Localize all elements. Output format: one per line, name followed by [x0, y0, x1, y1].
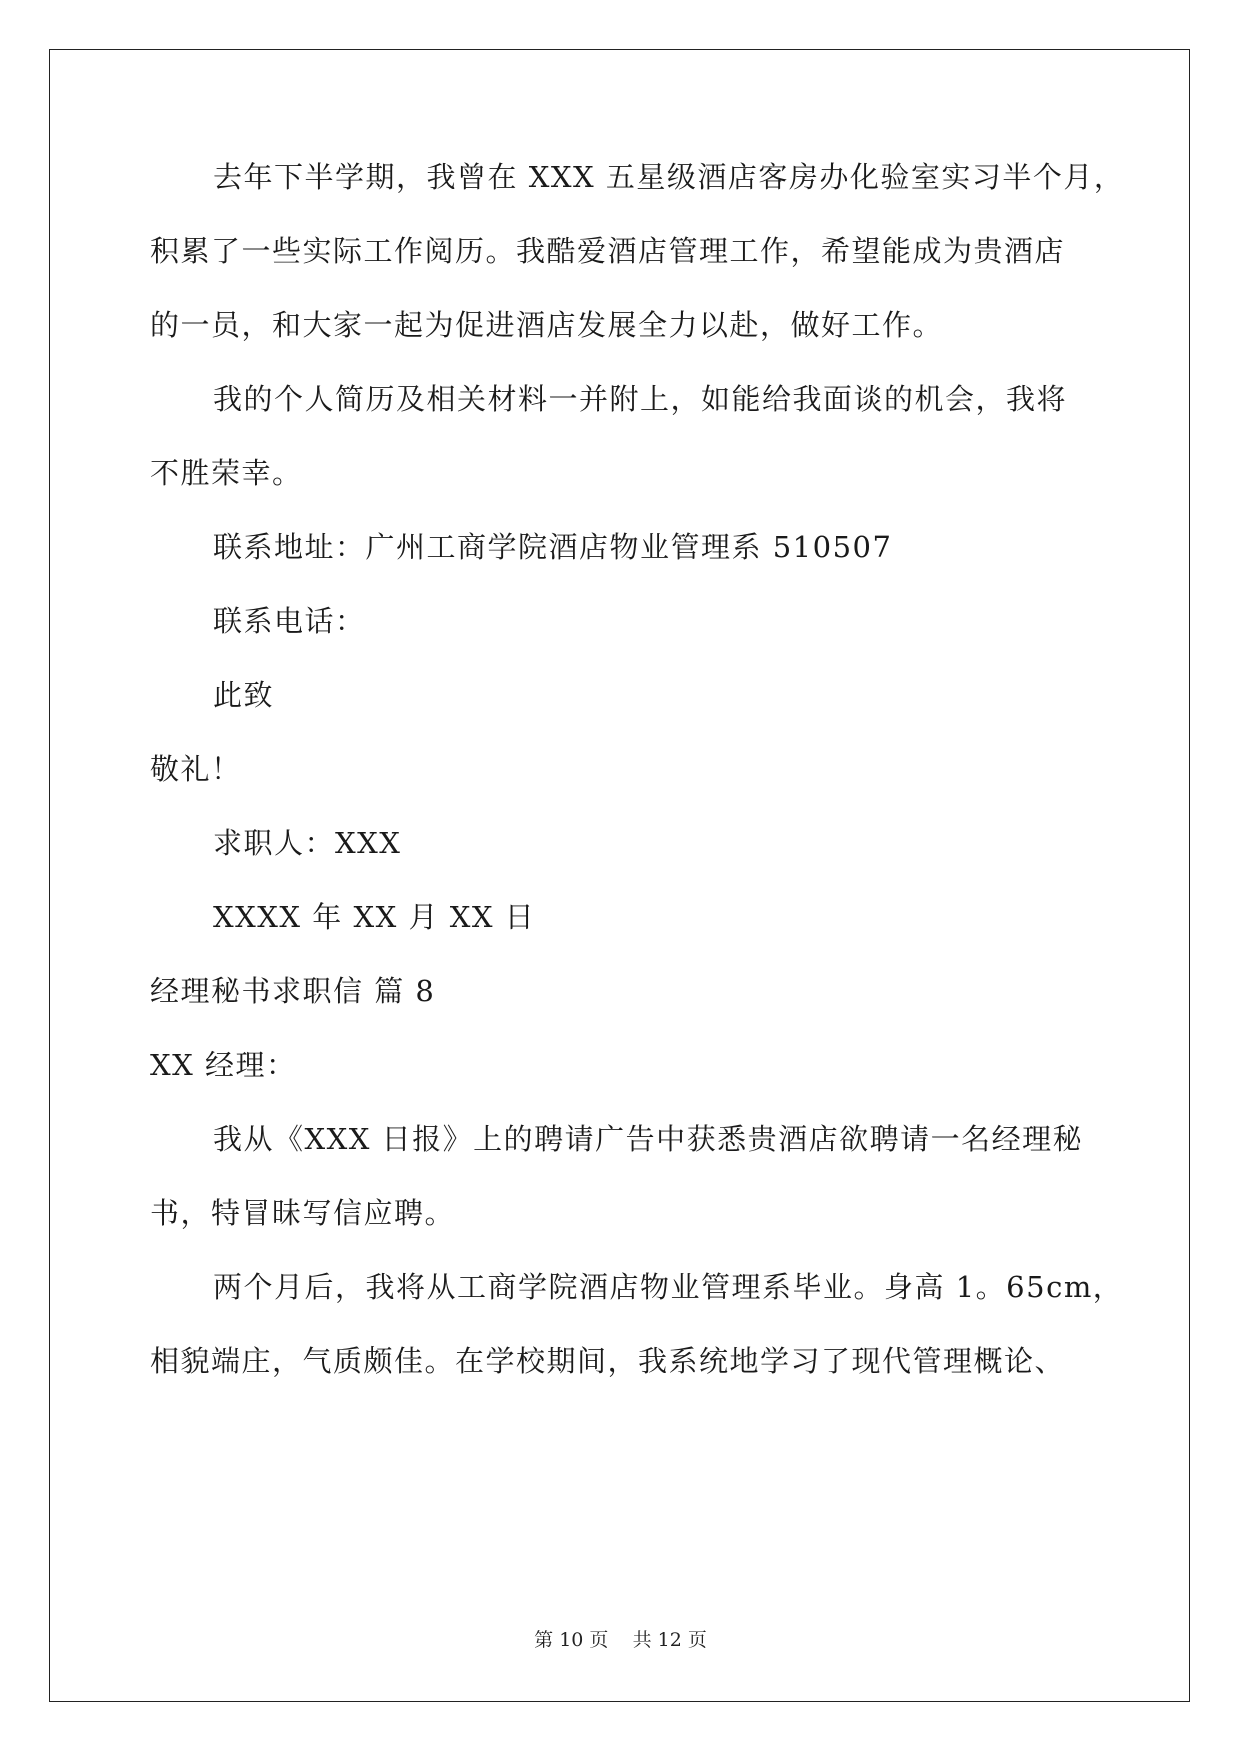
paragraph-line: 不胜荣幸。 [150, 456, 303, 490]
signature-date: XXXX 年 XX 月 XX 日 [213, 900, 536, 934]
paragraph-line: 我的个人简历及相关材料一并附上，如能给我面谈的机会，我将 [213, 382, 1068, 416]
paragraph-line: 积累了一些实际工作阅历。我酷爱酒店管理工作，希望能成为贵酒店 [150, 234, 1066, 268]
contact-address: 联系地址：广州工商学院酒店物业管理系 510507 [213, 530, 893, 564]
section-heading: 经理秘书求职信 篇 8 [150, 974, 436, 1008]
paragraph-line: 相貌端庄，气质颇佳。在学校期间，我系统地学习了现代管理概论、 [150, 1344, 1066, 1378]
salutation: XX 经理： [150, 1048, 297, 1082]
paragraph-line: 去年下半学期，我曾在 XXX 五星级酒店客房办化验室实习半个月， [213, 160, 1125, 194]
paragraph-line: 书，特冒昧写信应聘。 [150, 1196, 456, 1230]
page-number-footer: 第 10 页 共 12 页 [534, 1629, 707, 1651]
paragraph-line: 我从《XXX 日报》上的聘请广告中获悉贵酒店欲聘请一名经理秘 [213, 1122, 1084, 1156]
paragraph-line: 两个月后，我将从工商学院酒店物业管理系毕业。身高 1。65cm， [213, 1270, 1124, 1304]
signature-name: 求职人：XXX [213, 826, 402, 860]
closing-greeting: 此致 [213, 678, 275, 712]
contact-phone: 联系电话： [213, 604, 366, 638]
page-border [49, 49, 1190, 1702]
closing-salute: 敬礼！ [150, 752, 242, 786]
paragraph-line: 的一员，和大家一起为促进酒店发展全力以赴，做好工作。 [150, 308, 944, 342]
